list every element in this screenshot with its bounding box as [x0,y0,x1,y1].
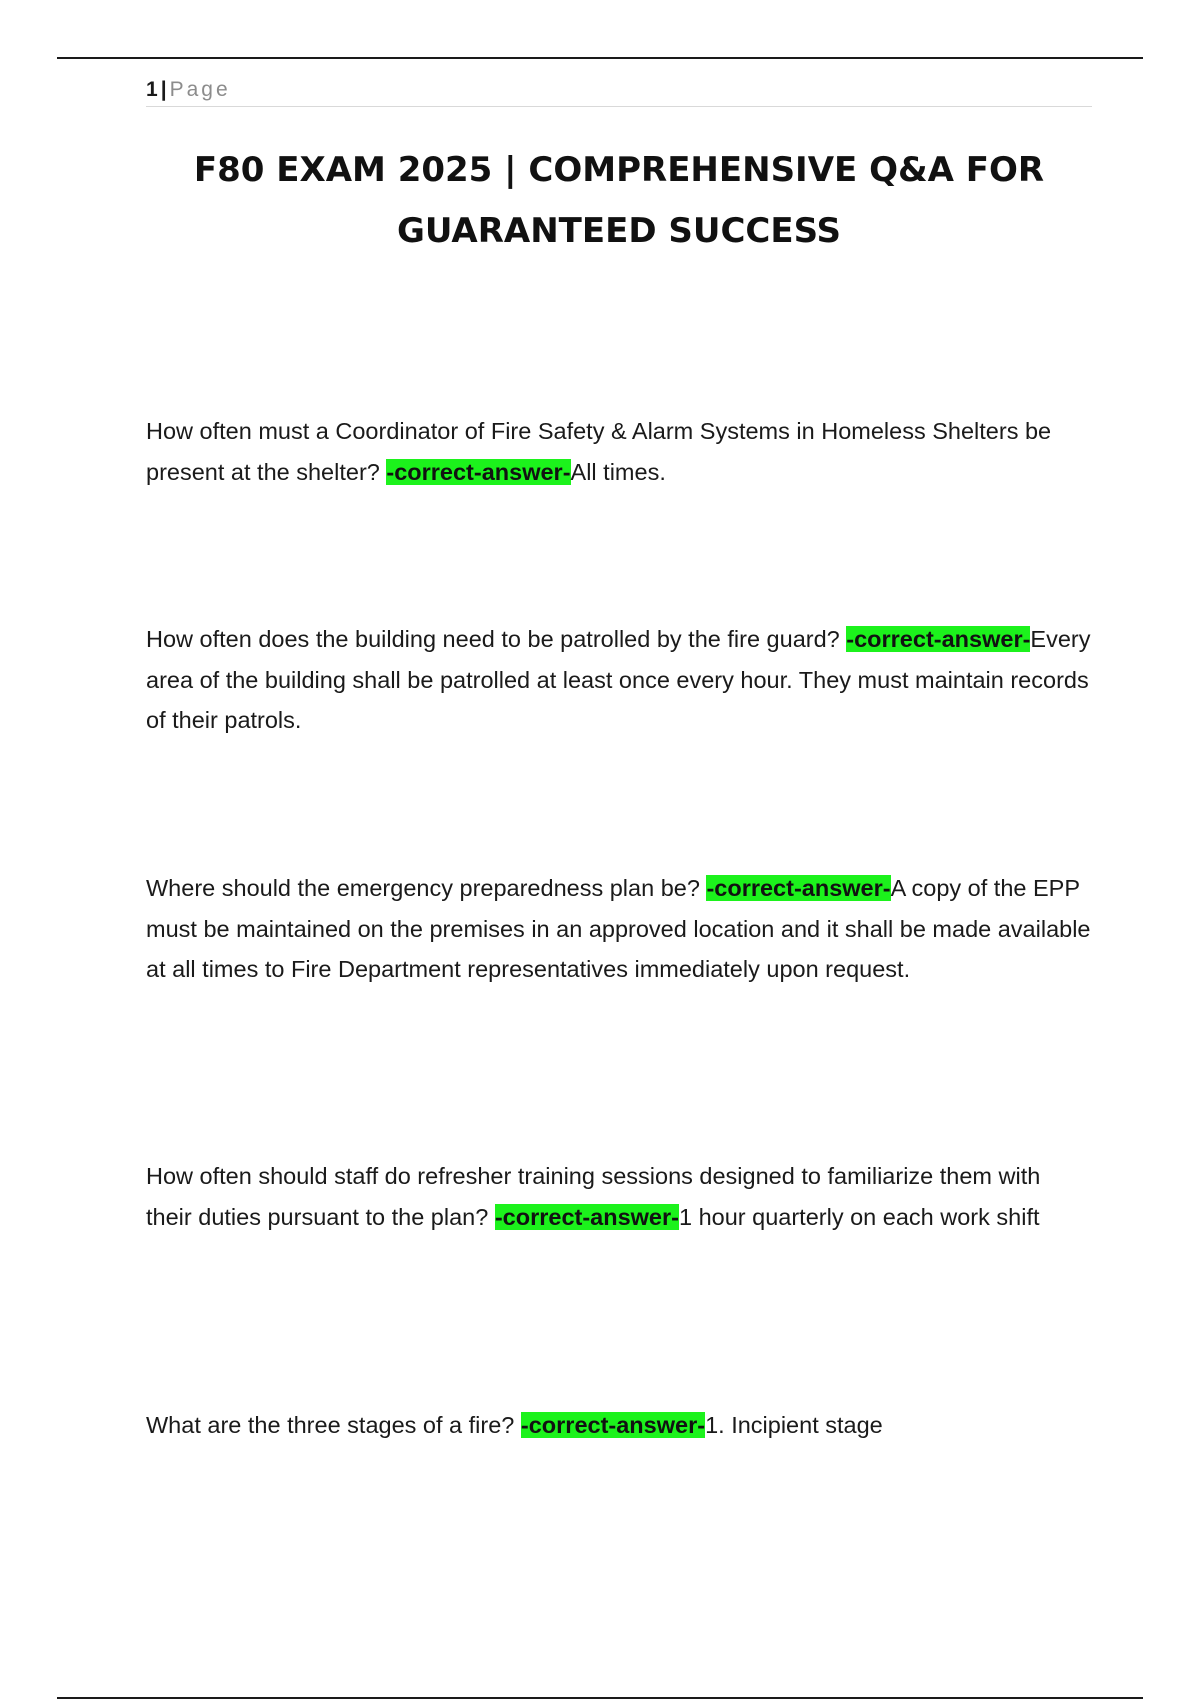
question-text: Where should the emergency preparedness plan be? [146,875,707,901]
answer-text: All times. [570,458,666,485]
correct-answer-marker: -correct-answer- [706,875,891,901]
answer-text: Every area of the building shall be patrolled at least once every hour. They must maintain records of their patrols. [146,626,1091,733]
correct-answer-marker: -correct-answer- [494,1203,679,1230]
qa-item-3 [146,868,1092,990]
question-text: How often must a Coordinator of Fire Safety & Alarm Systems in Homeless Shelters be present at the shelter? [146,418,1052,485]
page-label: Page [169,78,231,101]
qa-item-1 [146,411,1092,492]
qa-item-4 [146,1156,1092,1237]
question-text: How often does the building need to be patrolled by the fire guard? [146,626,847,652]
answer-text: 1 hour quarterly on each work shift [678,1203,1040,1230]
correct-answer-marker: -correct-answer- [386,458,571,485]
qa-item-2 [146,619,1092,741]
question-text: How often should staff do refresher training sessions designed to familiarize them with their duties pursuant to the plan? [146,1163,1041,1230]
qa-item-5 [146,1405,1092,1446]
page-header [146,76,1092,107]
answer-text: 1. Incipient stage [705,1412,883,1438]
answer-text: A copy of the EPP must be maintained on the premises in an approved location and it shall be made available at all times to Fire Department representatives immediately upon request. [146,875,1091,982]
top-rule [57,57,1143,59]
page-separator: | [160,78,167,101]
page-number: 1 [146,78,158,101]
correct-answer-marker: -correct-answer- [846,626,1031,652]
correct-answer-marker: -correct-answer- [520,1412,706,1438]
document-title: F80 EXAM 2025 | COMPREHENSIVE Q&A FOR GUARANTEED SUCCESS [193,150,1045,251]
question-text: What are the three stages of a fire? [146,1412,521,1438]
bottom-rule [57,1697,1143,1699]
